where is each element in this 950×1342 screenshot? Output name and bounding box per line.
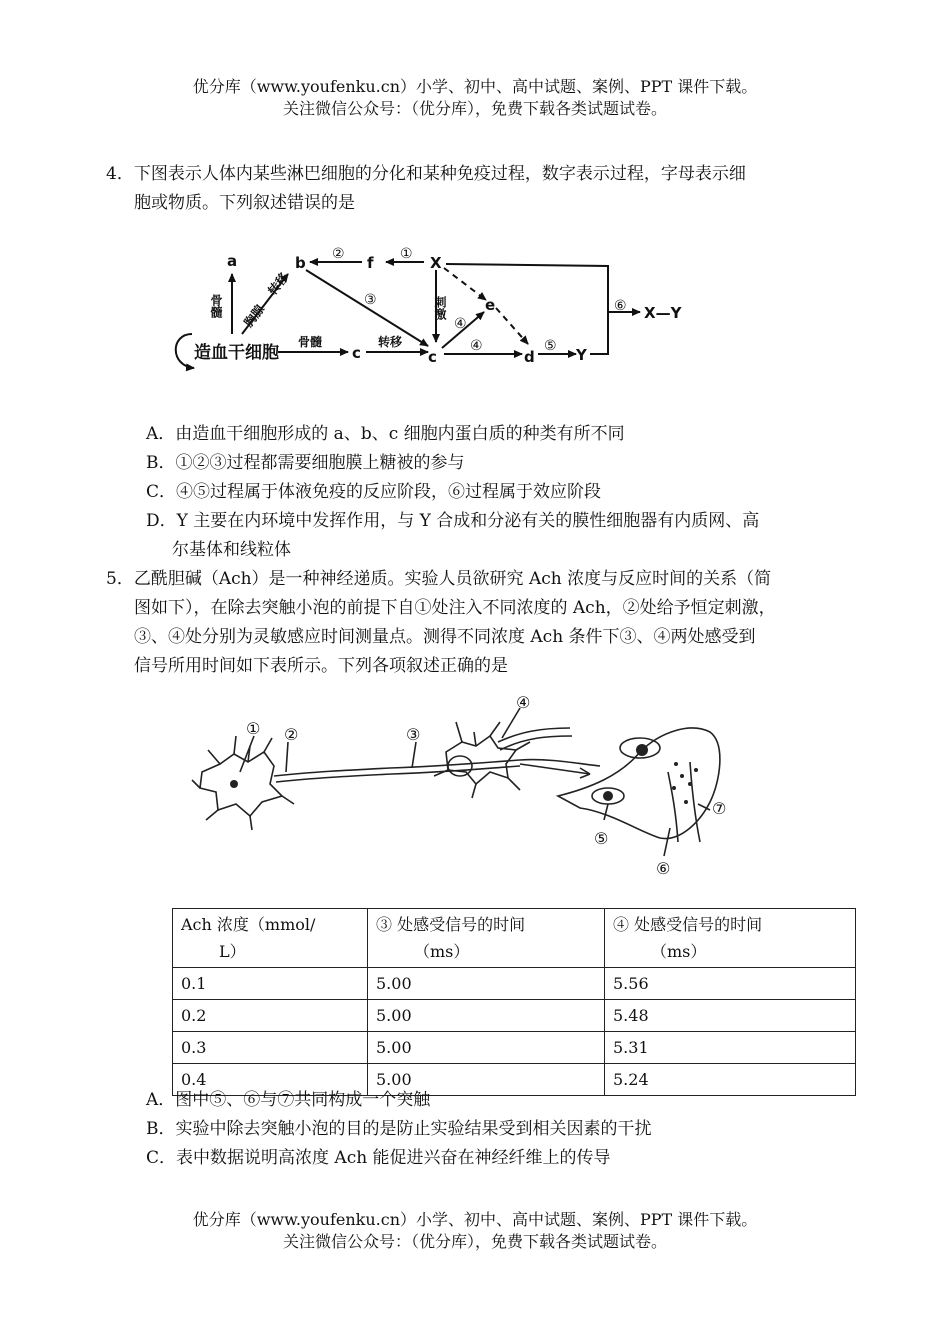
q4-option-c[interactable]: C．④⑤过程属于体液免疫的反应阶段，⑥过程属于效应阶段 [146,482,602,502]
header-line-2: 关注微信公众号：（优分库），免费下载各类试题试卷。 [282,99,667,118]
q4-option-d-line-2: 尔基体和线粒体 [172,540,291,560]
table-cell: 5.48 [605,1000,856,1032]
arrow-b-to-c2 [306,270,428,346]
q4-stem-line-1: 4．下图表示人体内某些淋巴细胞的分化和某种免疫过程，数字表示过程，字母表示细 [106,164,746,184]
table-cell: 5.56 [605,968,856,1000]
fig-label-5: ⑤ [594,829,609,848]
fig-label-7: ⑦ [712,799,727,818]
table-cell: 0.1 [173,968,368,1000]
label-transfer-h: 转移 [378,335,403,349]
table-cell: 0.3 [173,1032,368,1064]
q4-immune-diagram [160,236,720,386]
table-header-cell: Ach 浓度（mmol/ L） [173,909,368,968]
label-stimulate: 刺激 [433,296,447,320]
fig-label-6: ⑥ [656,859,671,878]
q5-stem-line-2: 图如下），在除去突触小泡的前提下自①处注入不同浓度的 Ach，②处给予恒定刺激， [134,598,776,618]
q4-option-d-line-1[interactable]: D．Y 主要在内环境中发挥作用，与 Y 合成和分泌有关的膜性细胞器有内质网、高 [146,511,760,531]
q5-stem-line-1: 5．乙酰胆碱（Ach）是一种神经递质。实验人员欲研究 Ach 浓度与反应时间的关系（简 [106,569,772,589]
label-y: Y [576,346,587,364]
left-neuron-body [200,752,282,816]
label-f: f [367,254,374,272]
label-bone-marrow-h: 骨髓 [298,335,323,349]
footer-line-1: 优分库（www.youfenku.cn）小学、初中、高中试题、案例、PPT 课件下载。 [192,1210,758,1229]
fig-label-2: ② [284,725,299,744]
label-c: c [352,344,361,362]
table-row [173,1032,856,1064]
self-renew-arrow [176,334,194,368]
label-n4a: ④ [454,316,467,332]
q5-option-c[interactable]: C．表中数据说明高浓度 Ach 能促进兴奋在神经纤维上的传导 [146,1148,611,1168]
table-cell: 5.00 [368,1032,605,1064]
label-a: a [227,252,238,270]
q4-option-a[interactable]: A．由造血干细胞形成的 a、b、c 细胞内蛋白质的种类有所不同 [146,424,625,444]
label-e: e [485,296,496,314]
table-cell: 0.4 [173,1064,368,1096]
label-stem-cell: 造血干细胞 [194,343,279,363]
dashed-e-to-d [496,308,528,344]
footer-line-2: 关注微信公众号：（优分库），免费下载各类试题试卷。 [282,1232,667,1251]
fig-label-3: ③ [406,725,421,744]
table-header-cell: ③ 处感受信号的时间 （ms） [368,909,605,968]
label-n3: ③ [364,292,377,308]
label-b: b [295,254,306,272]
line-x-to-bracket [446,264,608,310]
middle-neuron-body [446,736,516,784]
label-d: d [524,348,535,366]
table-cell: 0.2 [173,1000,368,1032]
label-n1: ① [400,246,413,262]
label-c2: c [428,348,437,366]
line-y-to-bracket [590,310,608,354]
q5-option-b[interactable]: B．实验中除去突触小泡的目的是防止实验结果受到相关因素的干扰 [146,1119,652,1139]
header-line-1: 优分库（www.youfenku.cn）小学、初中、高中试题、案例、PPT 课件下载。 [192,77,758,96]
q4-stem-line-2: 胞或物质。下列叙述错误的是 [134,193,355,213]
fig-label-4: ④ [516,693,531,712]
label-xy: X—Y [644,304,682,322]
label-n5: ⑤ [544,338,557,354]
table-row [173,968,856,1000]
label-thymus-transfer: 胸腺 [241,302,268,330]
label-n4b: ④ [470,338,483,354]
q4-option-b[interactable]: B．①②③过程都需要细胞膜上糖被的参与 [146,453,465,473]
table-header-cell: ④ 处感受信号的时间 （ms） [605,909,856,968]
fig-label-1: ① [246,719,261,738]
table-header-row [173,909,856,968]
table-cell: 5.24 [605,1064,856,1096]
dashed-x-to-e [444,268,486,300]
q5-stem-line-4: 信号所用时间如下表所示。下列各项叙述正确的是 [134,656,508,676]
table-cell: 5.00 [368,968,605,1000]
table-cell: 5.00 [368,1064,605,1096]
table-row [173,1000,856,1032]
label-x: X [430,254,442,272]
postsynaptic-cell [558,728,720,838]
q5-data-table [172,908,856,1096]
label-n2: ② [332,246,345,262]
table-cell: 5.00 [368,1000,605,1032]
label-n6: ⑥ [614,298,627,314]
q5-neuron-figure [190,692,750,882]
label-bone-marrow-v: 骨髓 [209,294,223,318]
q5-option-a[interactable]: A．图中⑤、⑥与⑦共同构成一个突触 [146,1090,431,1110]
q5-stem-line-3: ③、④处分别为灵敏感应时间测量点。测得不同浓度 Ach 条件下③、④两处感受到 [134,627,756,647]
label-transfer-v: 转移 [265,270,292,298]
table-cell: 5.31 [605,1032,856,1064]
